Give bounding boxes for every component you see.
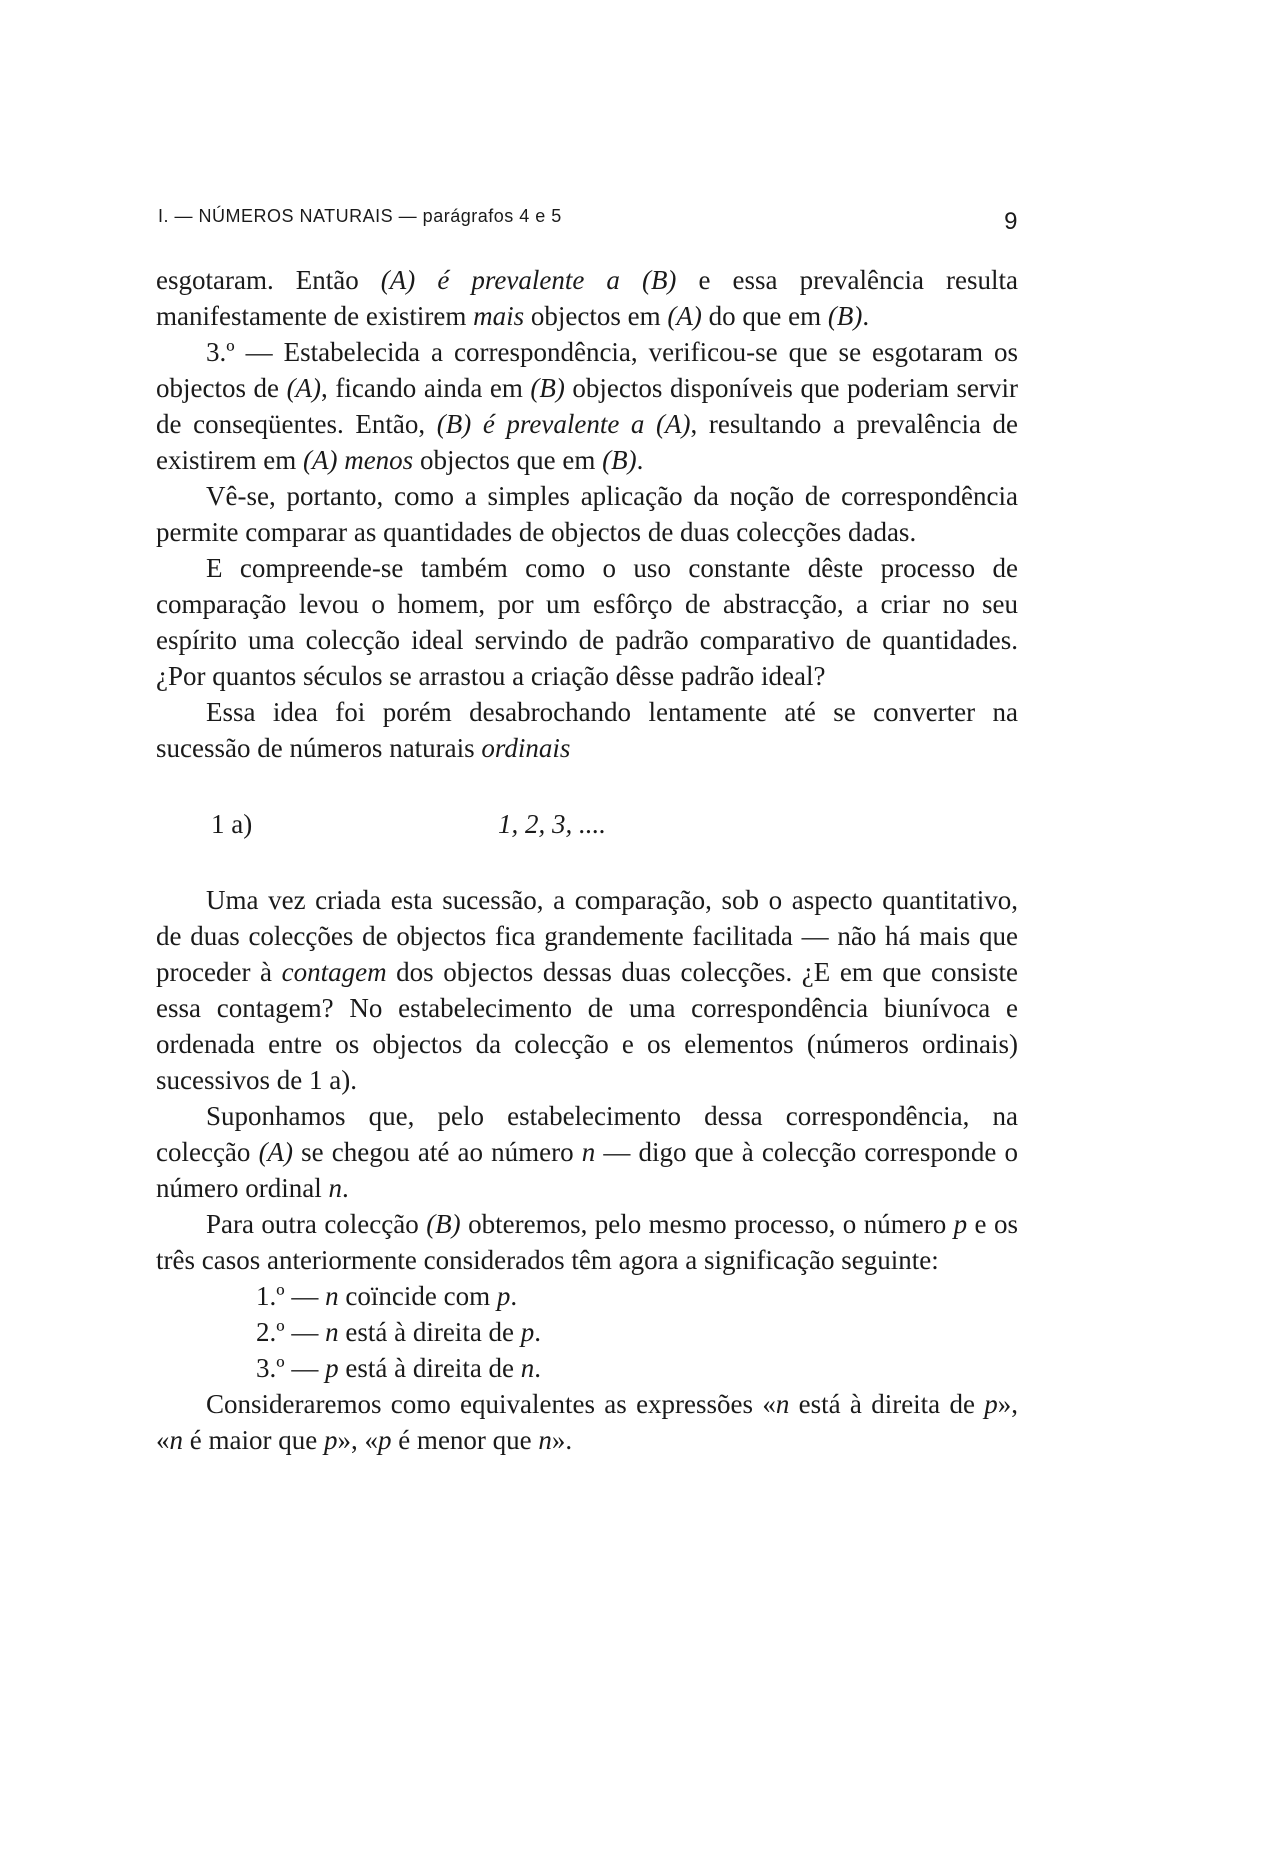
formula-expression: 1, 2, 3, ....	[498, 809, 606, 839]
paragraph-4: E compreende-se também como o uso constante dêste processo de comparação levou o homem, por um esfôrço de abstracção, a criar no seu espírito uma colecção ideal servindo de padrão comparativo de quantidades. ¿Por quantos séculos se arrastou a criação dêsse padrão ideal?	[156, 553, 1018, 691]
page-number: 9	[1004, 208, 1018, 235]
body-text	[156, 262, 1018, 1458]
case-1: 1.º — n coïncide com p.	[256, 1281, 518, 1311]
paragraph-1: esgotaram. Então (A) é prevalente a (B) e essa prevalência resulta manifestamente de existirem mais objectos em (A) do que em (B).	[156, 265, 1019, 331]
paragraph-9: Consideraremos como equivalentes as expressões «n está à direita de p», «n é maior que p», «p é menor que n».	[156, 1389, 1018, 1455]
paragraph-6: Uma vez criada esta sucessão, a comparação, sob o aspecto quantitativo, de duas colecções de objectos fica grandemente facilitada — não há mais que proceder à contagem dos objectos dessas duas colecções. ¿E em que consiste essa contagem? No estabelecimento de uma correspondência biunívoca e ordenada entre os objectos da colecção e os elementos (números ordinais) sucessivos de 1 a).	[156, 885, 1018, 1095]
page-header	[158, 206, 1018, 235]
paragraph-5: Essa idea foi porém desabrochando lentamente até se converter na sucessão de números naturais ordinais	[156, 697, 1018, 763]
case-2: 2.º — n está à direita de p.	[256, 1317, 542, 1347]
formula-1a	[156, 806, 1018, 846]
paragraph-8: Para outra colecção (B) obteremos, pelo mesmo processo, o número p e os três casos anteriormente considerados têm agora a significação seguinte:	[156, 1209, 1018, 1275]
paragraph-2: 3.º — Estabelecida a correspondência, verificou-se que se esgotaram os objectos de (A), ficando ainda em (B) objectos disponíveis que poderiam servir de conseqüentes. Então, (B) é prevalente a (A), resultando a prevalência de existirem em (A) menos objectos que em (B).	[156, 337, 1019, 475]
running-head: I. — NÚMEROS NATURAIS — parágrafos 4 e 5	[158, 206, 562, 226]
case-3: 3.º — p está à direita de n.	[256, 1353, 542, 1383]
paragraph-3: Vê-se, portanto, como a simples aplicação da noção de correspondência permite comparar as quantidades de objectos de duas colecções dadas.	[156, 481, 1018, 547]
paragraph-7: Suponhamos que, pelo estabelecimento dessa correspondência, na colecção (A) se chegou até ao número n — digo que à colecção corresponde o número ordinal n.	[156, 1101, 1018, 1203]
formula-label: 1 a)	[211, 809, 253, 839]
